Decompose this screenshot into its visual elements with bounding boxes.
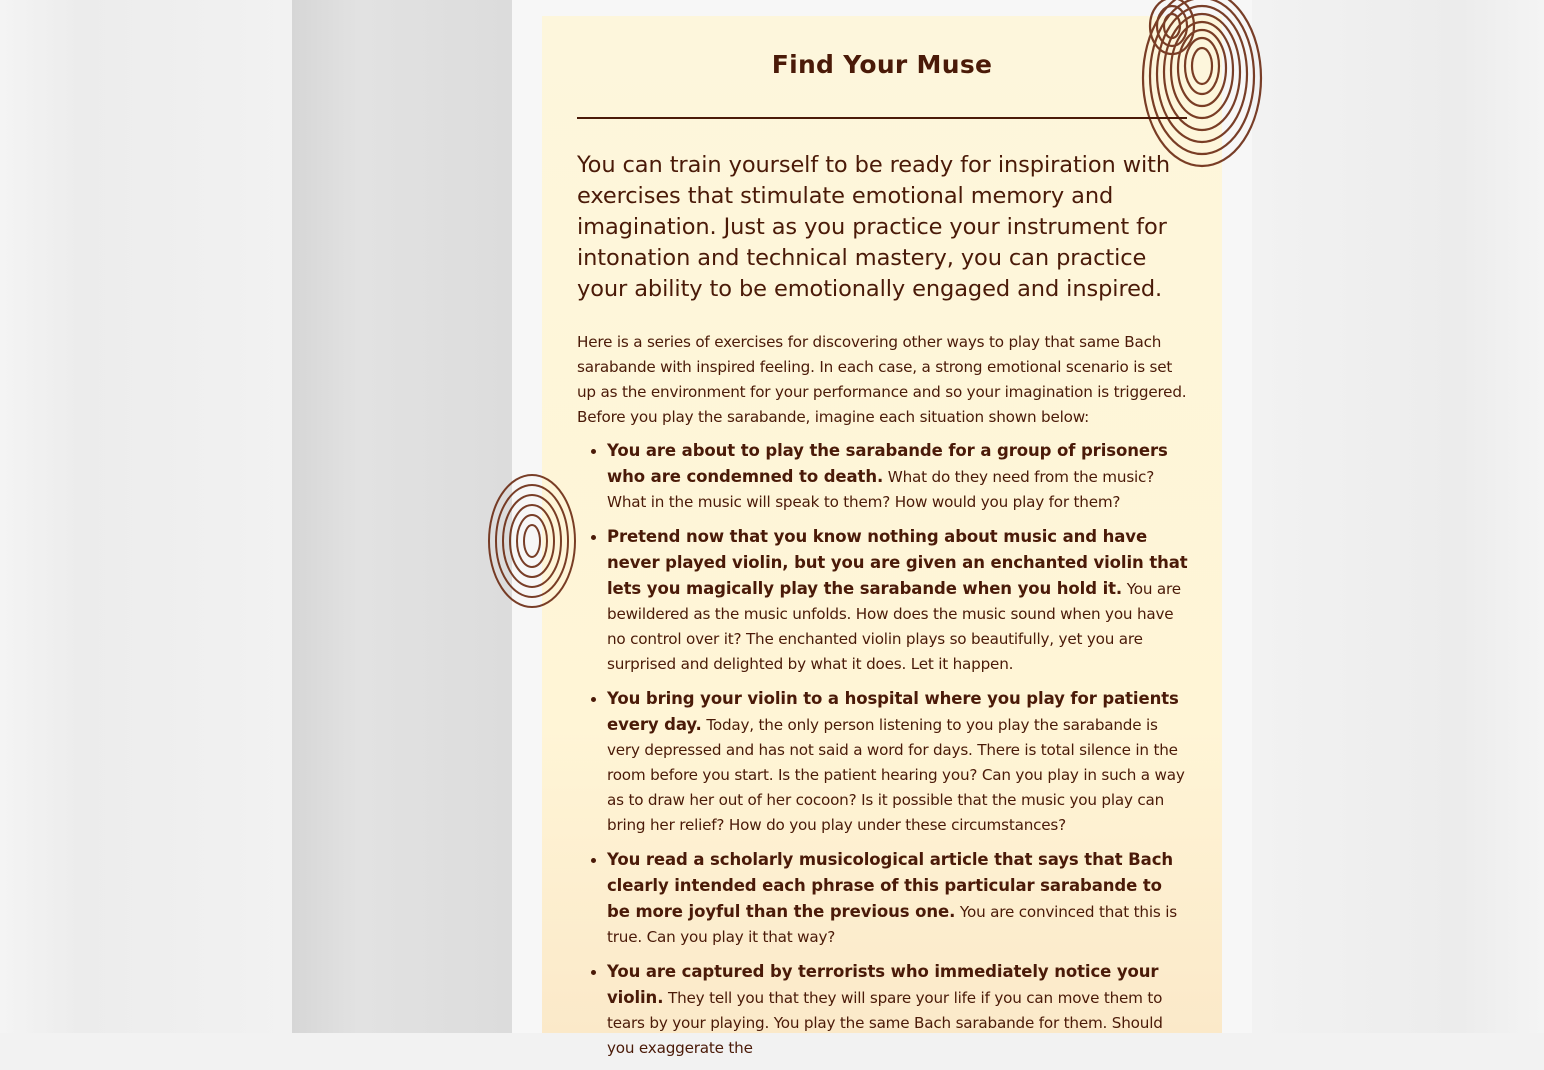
- list-item: [607, 524, 1189, 677]
- exercise-heading: You read a scholarly musicological article that says that Bach clearly intended each phrase of this particular sarabande to be more joyful than the previous one.: [607, 850, 1174, 921]
- exercise-heading: Pretend now that you know nothing about music and have never played violin, but you are given an enchanted violin that lets you magically play the sarabande when you hold it.: [607, 527, 1188, 598]
- list-item: [607, 438, 1189, 515]
- fingerprint-decoration-left-icon: [512, 461, 572, 621]
- exercise-text: What do they need from the music? What in the music will speak to them? How would you play for them?: [607, 468, 1155, 511]
- title-divider: [577, 117, 1187, 119]
- lead-paragraph: You can train yourself to be ready for inspiration with exercises that stimulate emotional memory and imagination. Just as you practice your instrument for intonation and technical mastery, you can practice your ability to be emotionally engaged and inspired.: [577, 152, 1171, 302]
- document-page: [542, 16, 1222, 1057]
- exercise-list: [577, 438, 1189, 1070]
- exercise-heading: You are about to play the sarabande for a group of prisoners who are condemned to death.: [607, 441, 1168, 486]
- list-item: [607, 959, 1189, 1061]
- exercise-text: You are convinced that this is true. Can you play it that way?: [607, 903, 1177, 946]
- exercise-heading: You bring your violin to a hospital where you play for patients every day.: [607, 689, 1179, 734]
- intro-paragraph: Here is a series of exercises for discovering other ways to play that same Bach sarabande with inspired feeling. In each case, a strong emotional scenario is set up as the environment for your performance and so your imagination is triggered. Before you play the sarabande, imagine each situation shown below:: [577, 333, 1187, 426]
- exercise-text: They tell you that they will spare your life if you can move them to tears by your playing. You play the same Bach sarabande for them. Should you exaggerate the: [607, 989, 1163, 1057]
- page-title: Find Your Muse: [771, 50, 993, 79]
- list-item: [607, 847, 1189, 950]
- exercise-heading: You are captured by terrorists who immediately notice your violin.: [607, 962, 1159, 1007]
- viewer-side-panel: [292, 0, 512, 1033]
- exercise-text: You are bewildered as the music unfolds. How does the music sound when you have no control over it? The enchanted violin plays so beautifully, yet you are surprised and delighted by what it does. Let it happen.: [607, 580, 1181, 673]
- list-item: [607, 686, 1189, 838]
- exercise-text: Today, the only person listening to you play the sarabande is very depressed and has not said a word for days. There is total silence in the room before you start. Is the patient hearing you? Can you play in such a way as to draw her out of her cocoon? Is it possible that the music you play can bring her relief? How do you play under these circumstances?: [607, 716, 1185, 834]
